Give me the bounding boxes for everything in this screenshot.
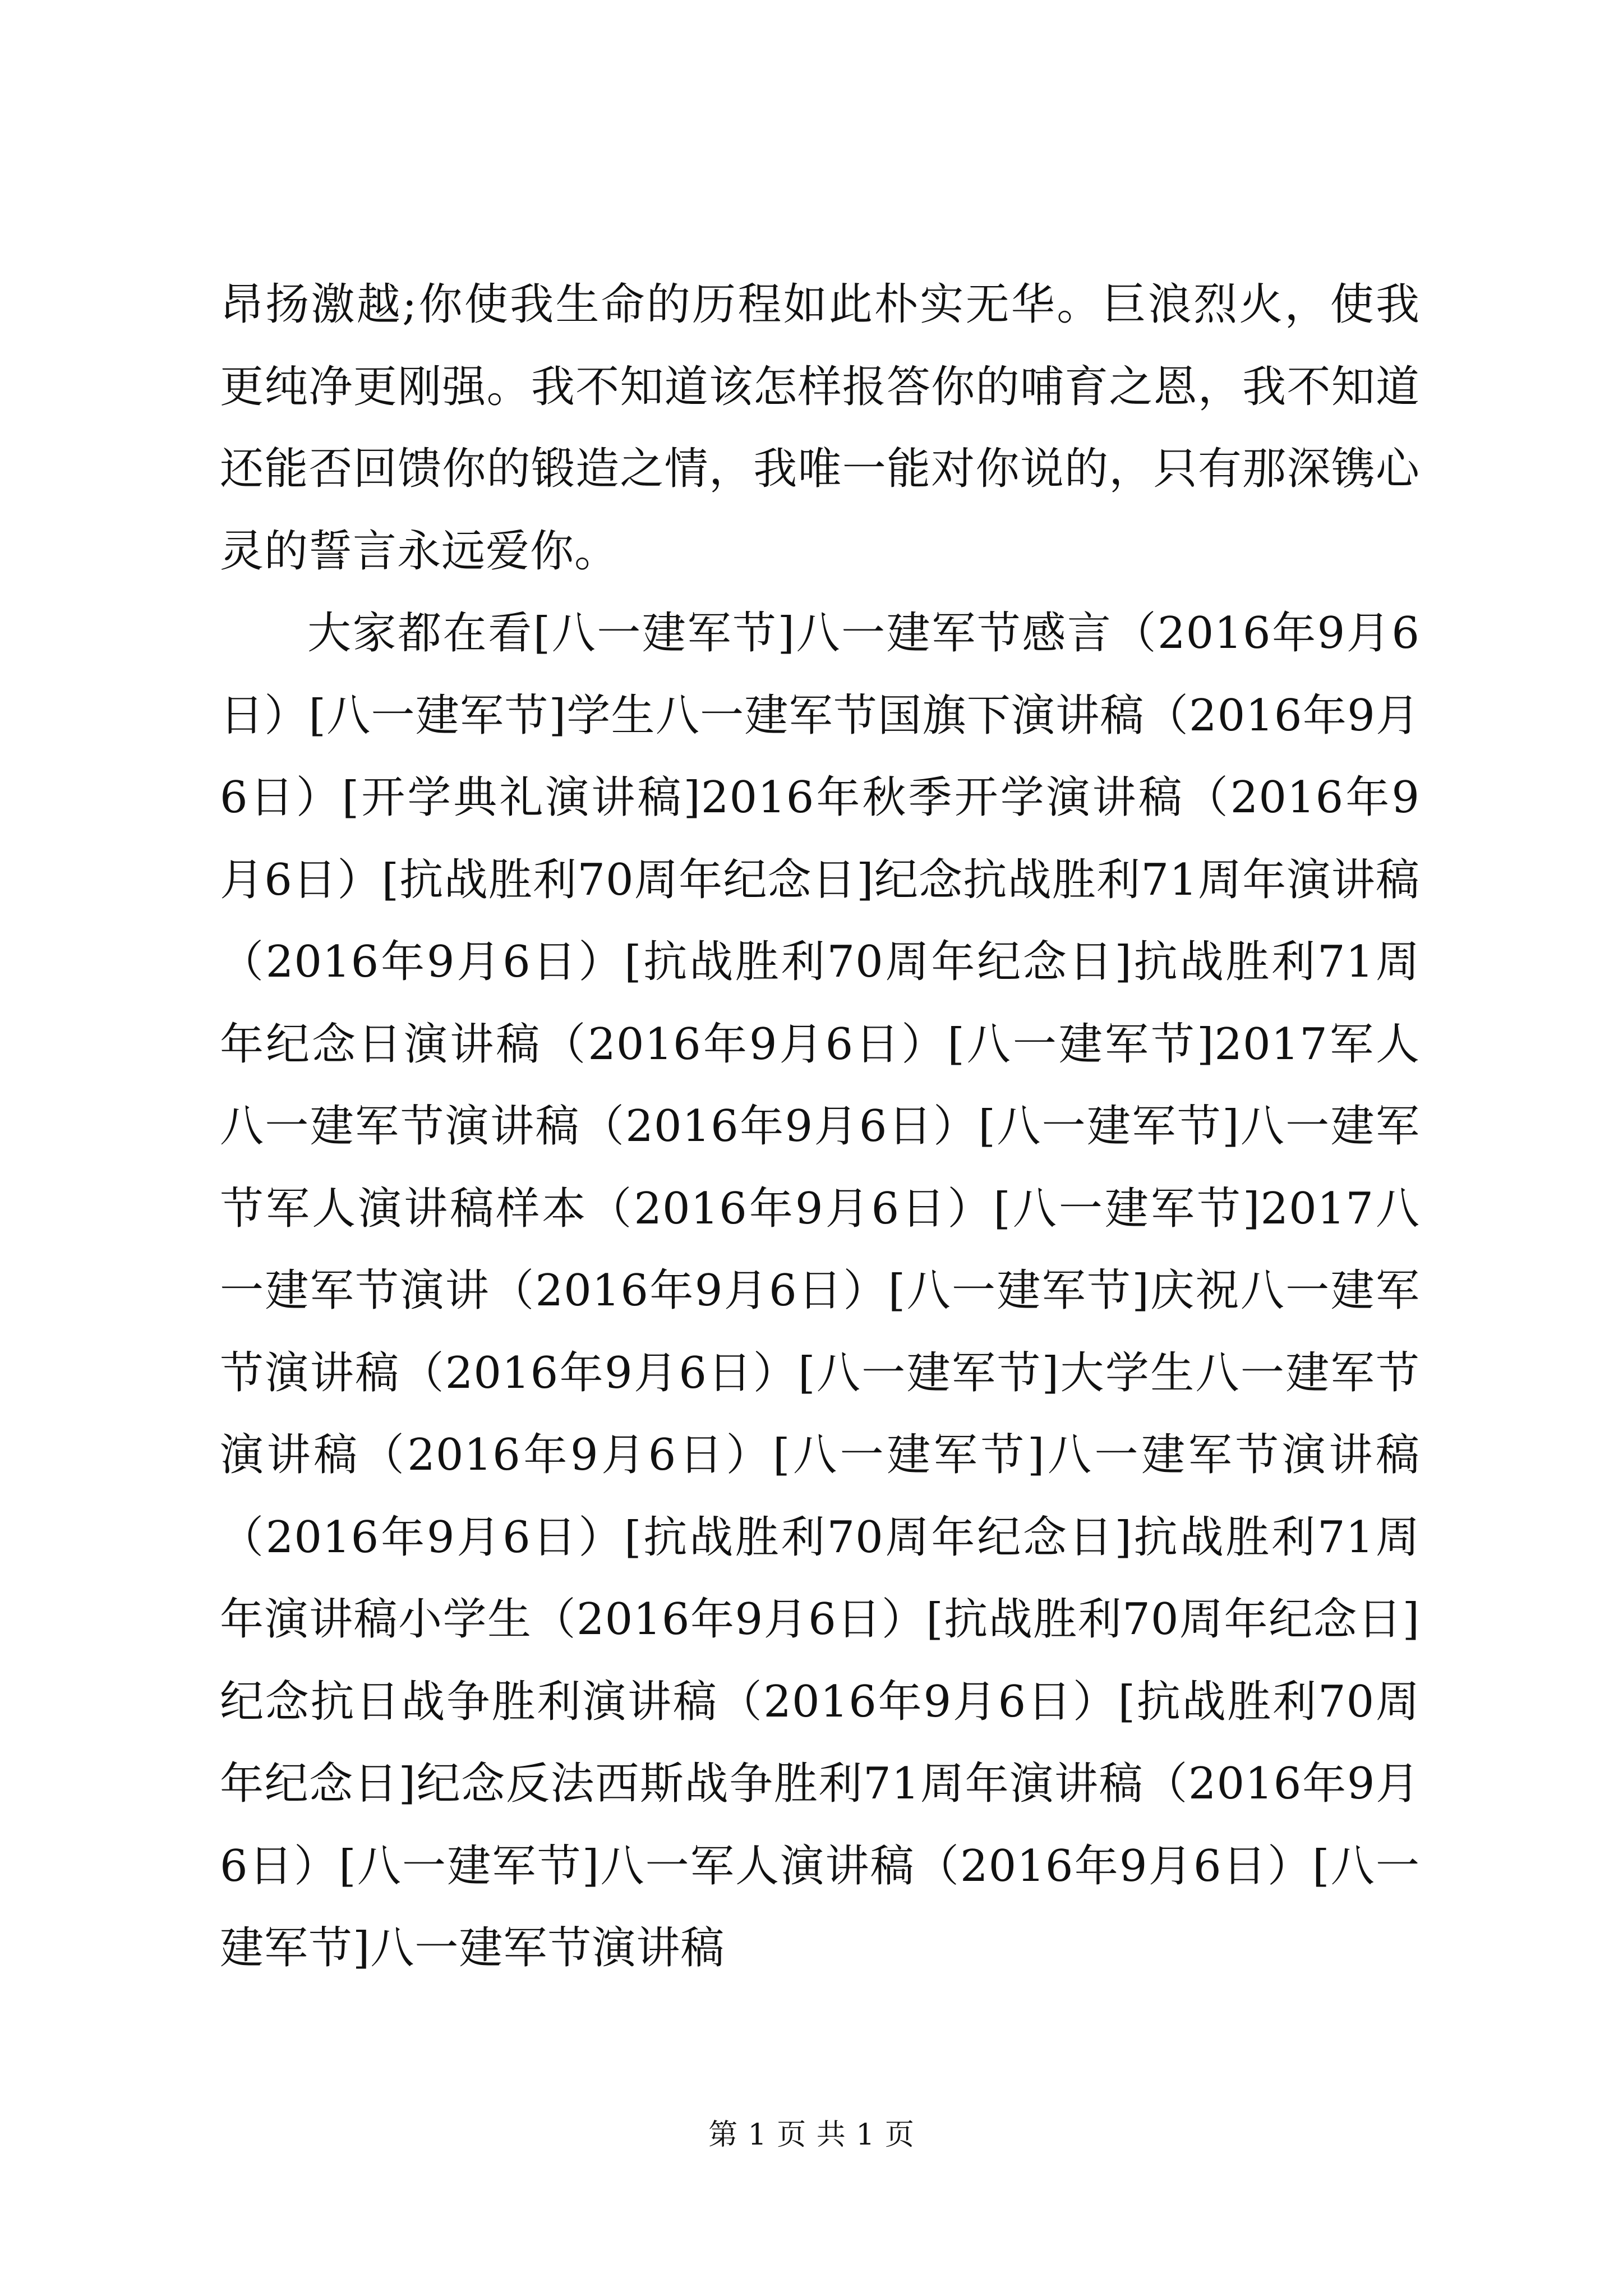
document-body (220, 264, 1420, 1990)
paragraph-closing-vow: 昂扬激越;你使我生命的历程如此朴实无华。巨浪烈火，使我更纯净更刚强。我不知道该怎样报答你的哺育之恩，我不知道还能否回馈你的锻造之情，我唯一能对你说的，只有那深镌心灵的誓言永远爱你。 (220, 279, 1420, 577)
page-footer: 第 1 页 共 1 页 (708, 2118, 915, 2152)
paragraph-related-articles: 大家都在看[八一建军节]八一建军节感言（2016年9月6日）[八一建军节]学生八一建军节国旗下演讲稿（2016年9月6日）[开学典礼演讲稿]2016年秋季开学演讲稿（2016年9月6日）[抗战胜利70周年纪念日]纪念抗战胜利71周年演讲稿（2016年9月6日）[抗战胜利70周年纪念日]抗战胜利71周年纪念日演讲稿（2016年9月6日）[八一建军节]2017军人八一建军节演讲稿（2016年9月6日）[八一建军节]八一建军节军人演讲稿样本（2016年9月6日）[八一建军节]2017八一建军节演讲（2016年9月6日）[八一建军节]庆祝八一建军节演讲稿（2016年9月6日）[八一建军节]大学生八一建军节演讲稿（2016年9月6日）[八一建军节]八一建军节演讲稿（2016年9月6日）[抗战胜利70周年纪念日]抗战胜利71周年演讲稿小学生（2016年9月6日）[抗战胜利70周年纪念日]纪念抗日战争胜利演讲稿（2016年9月6日）[抗战胜利70周年纪念日]纪念反法西斯战争胜利71周年演讲稿（2016年9月6日）[八一建军节]八一军人演讲稿（2016年9月6日）[八一建军节]八一建军节演讲稿 (220, 608, 1420, 1973)
